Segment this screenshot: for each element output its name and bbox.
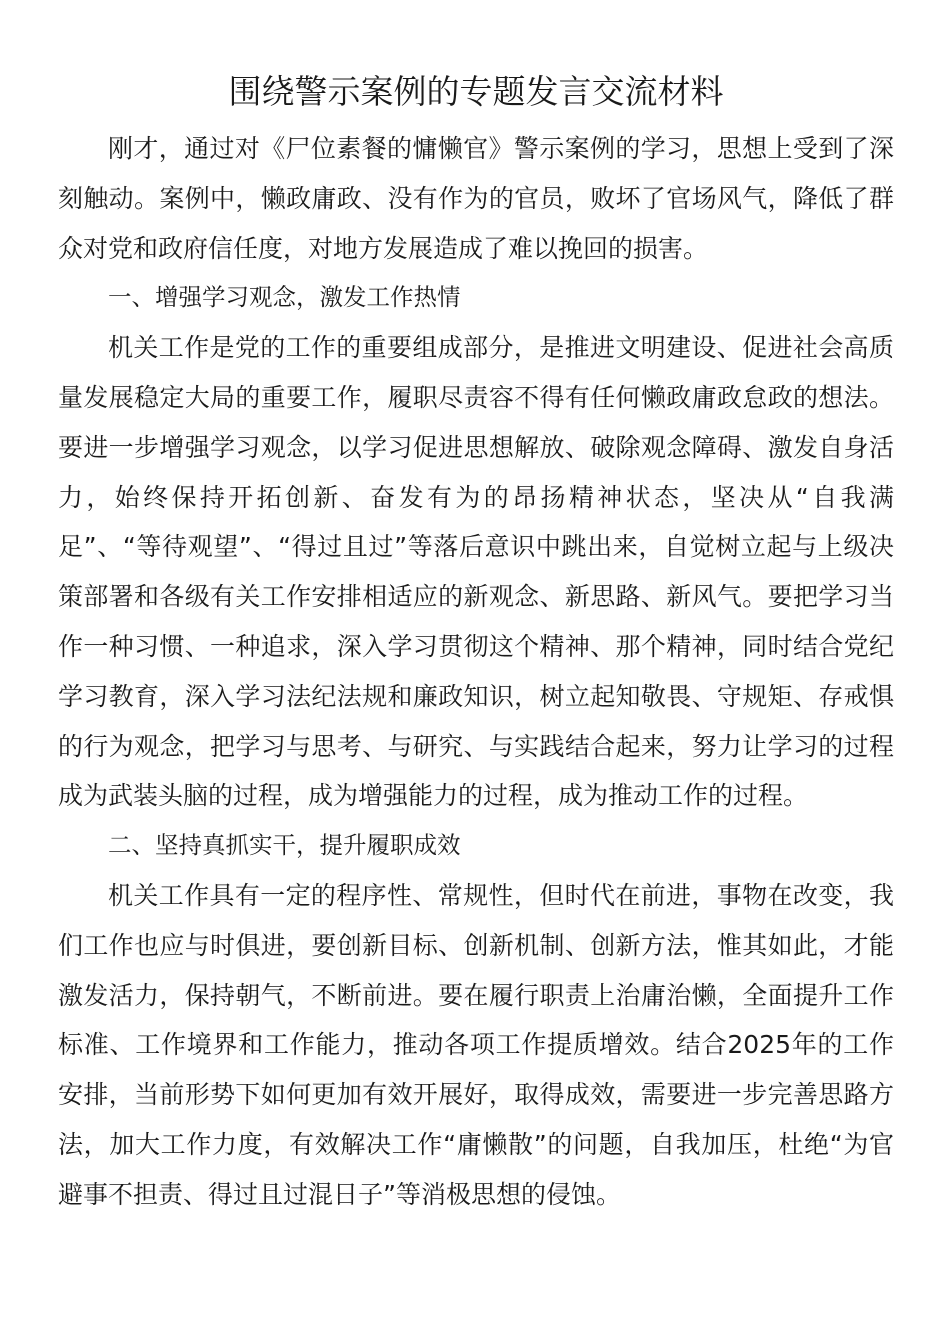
- section-1-paragraph: 机关工作是党的工作的重要组成部分，是推进文明建设、促进社会高质量发展稳定大局的重要工作，履职尽责容不得有任何懒政庸政怠政的想法。要进一步增强学习观念，以学习促进思想解放、破除观念障碍、激发自身活力，始终保持开拓创新、奋发有为的昂扬精神状态，坚决从“自我满足”、“等待观望”、“得过且过”等落后意识中跳出来，自觉树立起与上级决策部署和各级有关工作安排相适应的新观念、新思路、新风气。要把学习当作一种习惯、一种追求，深入学习贯彻这个精神、那个精神，同时结合党纪学习教育，深入学习法纪法规和廉政知识，树立起知敬畏、守规矩、存戒惧的行为观念，把学习与思考、与研究、与实践结合起来，努力让学习的过程成为武装头脑的过程，成为增强能力的过程，成为推动工作的过程。: [58, 333, 894, 811]
- section-heading-2: 二、坚持真抓实干，提升履职成效: [108, 831, 461, 860]
- intro-paragraph: 刚才，通过对《尸位素餐的慵懒官》警示案例的学习，思想上受到了深刻触动。案例中，懒政庸政、没有作为的官员，败坏了官场风气，降低了群众对党和政府信任度，对地方发展造成了难以挽回的损害。: [58, 134, 894, 263]
- section-heading-1: 一、增强学习观念，激发工作热情: [108, 283, 461, 312]
- section-2-paragraph: 机关工作具有一定的程序性、常规性，但时代在前进，事物在改变，我们工作也应与时俱进，要创新目标、创新机制、创新方法，惟其如此，才能激发活力，保持朝气，不断前进。要在履行职责上治庸治懒，全面提升工作标准、工作境界和工作能力，推动各项工作提质增效。结合2025年的工作安排，当前形势下如何更加有效开展好，取得成效，需要进一步完善思路方法，加大工作力度，有效解决工作“庸懒散”的问题，自我加压，杜绝“为官避事不担责、得过且过混日子”等消极思想的侵蚀。: [58, 880, 894, 1209]
- document-title: 围绕警示案例的专题发言交流材料: [228, 72, 724, 111]
- document-page: [58, 64, 894, 1220]
